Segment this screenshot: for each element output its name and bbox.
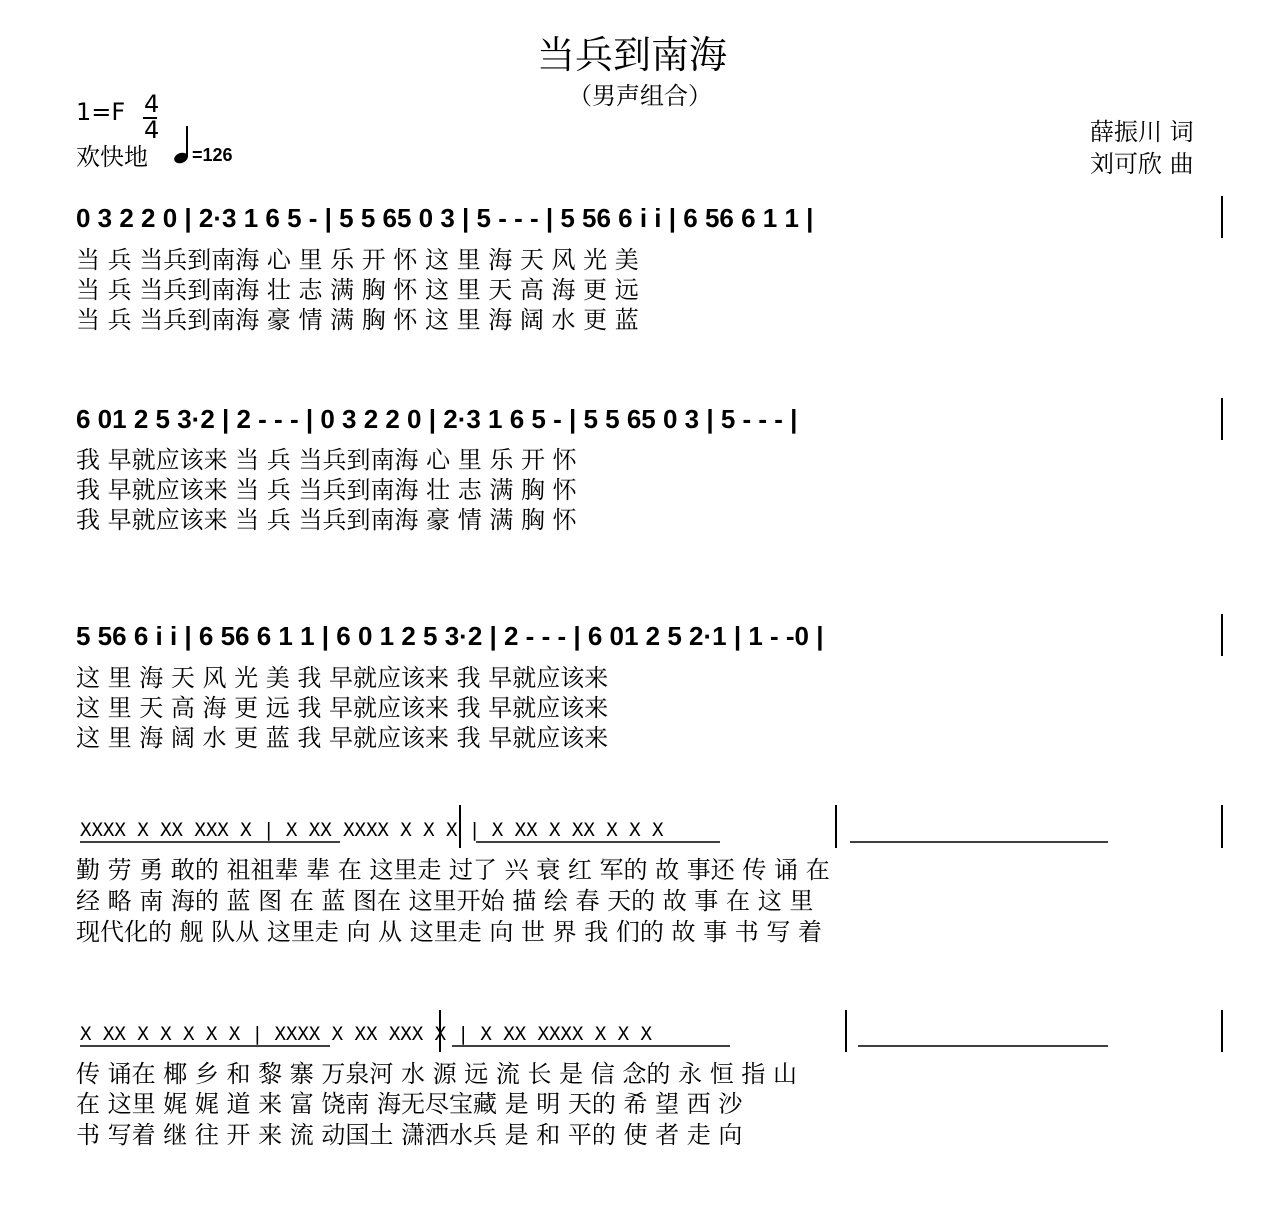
lyric-line: 经 略 南 海的 蓝 图 在 蓝 图在 这里开始 描 绘 春 天的 故 事 在 这 里	[76, 887, 814, 915]
notation-line-1: 0 3 2 2 0 | 2·3 1 6 5 - | 5 5 65 0 3 | 5 - - - | 5 56 6 i i | 6 56 6 1 1 |	[76, 203, 814, 233]
system-3	[76, 614, 1222, 752]
system-5	[76, 1010, 1222, 1149]
notation-line-3: 5 56 6 i i | 6 56 6 1 1 | 6 0 1 2 5 3·2 | 2 - - - | 6 01 2 5 2·1 | 1 - -0 |	[76, 621, 824, 651]
tempo-value: =126	[192, 145, 233, 165]
lyric-line: 我 早就应该来 当 兵 当兵到南海 壮 志 满 胸 怀	[76, 476, 577, 504]
lyric-line: 现代化的 舰 队从 这里走 向 从 这里走 向 世 界 我 们的 故 事 书 写 着	[76, 918, 823, 946]
rhythm-line-4: XXXX X XX XXX X | X XX XXXX X X X | X XX X XX X X X	[80, 819, 664, 841]
time-signature-bottom: 4	[144, 116, 160, 144]
lyric-line: 这 里 海 阔 水 更 蓝 我 早就应该来 我 早就应该来	[76, 724, 609, 752]
lyric-line: 传 诵在 椰 乡 和 黎 寨 万泉河 水 源 远 流 长 是 信 念的 永 恒 指 山	[76, 1060, 797, 1088]
composer-credit: 刘可欣 曲	[1090, 150, 1194, 178]
lyric-line: 我 早就应该来 当 兵 当兵到南海 心 里 乐 开 怀	[76, 446, 577, 474]
notation-line-2: 6 01 2 5 3·2 | 2 - - - | 0 3 2 2 0 | 2·3 1 6 5 - | 5 5 65 0 3 | 5 - - - |	[76, 404, 798, 434]
system-4	[76, 805, 1222, 946]
lyric-line: 这 里 海 天 风 光 美 我 早就应该来 我 早就应该来	[76, 664, 609, 692]
tempo-marking: 欢快地	[76, 143, 148, 171]
lyric-line: 当 兵 当兵到南海 壮 志 满 胸 怀 这 里 天 高 海 更 远	[76, 276, 639, 304]
song-title: 当兵到南海	[536, 33, 728, 77]
lyric-line: 当 兵 当兵到南海 豪 情 满 胸 怀 这 里 海 阔 水 更 蓝	[76, 306, 639, 334]
lyric-line: 这 里 天 高 海 更 远 我 早就应该来 我 早就应该来	[76, 694, 609, 722]
rhythm-line-5: X XX X X X X X | XXXX X XX XXX X | X XX XXXX X X X	[80, 1023, 652, 1045]
lyric-line: 书 写着 继 往 开 来 流 动国土 潇洒水兵 是 和 平的 使 者 走 向	[76, 1121, 743, 1149]
lyric-line: 我 早就应该来 当 兵 当兵到南海 豪 情 满 胸 怀	[76, 506, 577, 534]
system-2	[76, 398, 1222, 534]
lyric-line: 当 兵 当兵到南海 心 里 乐 开 怀 这 里 海 天 风 光 美	[76, 246, 639, 274]
song-subtitle: （男声组合）	[568, 82, 712, 110]
time-signature-top: 4	[144, 90, 160, 118]
system-1	[76, 196, 1222, 334]
lyric-line: 勤 劳 勇 敢的 祖祖辈 辈 在 这里走 过了 兴 衰 红 军的 故 事还 传 诵 在	[76, 856, 830, 884]
lyric-line: 在 这里 娓 娓 道 来 富 饶南 海无尽宝藏 是 明 天的 希 望 西 沙	[76, 1090, 743, 1118]
lyricist-credit: 薛振川 词	[1090, 118, 1194, 146]
key-signature: 1=F	[76, 98, 126, 126]
quarter-note-icon	[173, 126, 190, 165]
